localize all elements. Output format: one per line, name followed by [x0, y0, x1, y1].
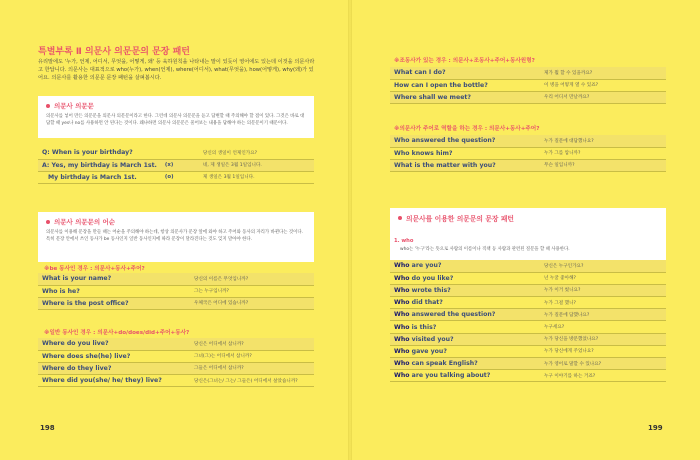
bullet-icon — [398, 216, 402, 220]
example-korean: 그는 누구입니까? — [190, 285, 314, 297]
section-heading — [46, 217, 306, 226]
table-row — [38, 159, 314, 171]
question-rest: did that? — [409, 299, 443, 307]
subsection-text-who: who는 '누구'라는 뜻으로 사람의 이름이나 직책 등 사람과 관련된 질문을 할 때 사용한다. — [400, 247, 570, 252]
question-rest: wrote this? — [409, 286, 451, 294]
example-korean: 당신의 생일이 언제인가요? — [199, 147, 314, 159]
correctness-mark: (x) — [161, 159, 199, 171]
example-korean: 이 병을 어떻게 열 수 있죠? — [540, 79, 666, 91]
table-row — [390, 272, 666, 284]
example-korean: 누가 질문에 대답했나요? — [540, 135, 666, 147]
example-korean: 무슨 일입니까? — [540, 159, 666, 171]
example-english: Where do they live? — [38, 362, 190, 374]
example-korean: 누가 그걸 했니? — [540, 297, 666, 309]
example-korean: 넌 누굴 좋아해? — [540, 272, 666, 284]
question-word: Who — [394, 311, 410, 319]
example-korean: 제 생일은 3월 1일입니다. — [199, 171, 314, 183]
example-english: A: Yes, my birthday is March 1st. — [38, 159, 161, 171]
example-korean: 그들은 어디에서 삽니까? — [190, 362, 314, 374]
table-row — [38, 273, 314, 285]
example-english — [390, 345, 540, 357]
question-word: Who — [394, 274, 410, 282]
section-heading — [398, 213, 658, 223]
table-row — [390, 159, 666, 171]
question-word: Who — [394, 372, 410, 380]
example-korean: 당신의 이름은 무엇입니까? — [190, 273, 314, 285]
example-korean: 우리 어디서 만날까요? — [540, 91, 666, 103]
example-english: Where do you live? — [38, 338, 190, 350]
section-text: 의문사를 넣어 만든 의문문을 의문사 의문문이라고 한다. 그런데 의문사 의문문을 듣고 답변할 때 주의해야 할 점이 있다. 그것은 바로 대답할 때 yes나 no를 사용하면 안 된다는 것이다. 왜냐하면 의문사 의문문은 물어보는 내용을 답해야 하는 의문문이기 때문이다. — [46, 114, 305, 126]
table-row — [390, 321, 666, 333]
rule-auxiliary: ※조동사가 있는 경우 : 의문사+조동사+주어+동사원형? — [394, 58, 535, 64]
example-korean: 당신은(그녀는/ 그는/ 그들은) 어디에서 살았습니까? — [190, 375, 314, 387]
example-english — [390, 321, 540, 333]
example-english — [390, 370, 540, 382]
example-table-who — [390, 260, 666, 382]
correctness-mark — [161, 147, 199, 159]
example-korean: 네, 제 생일은 3월 1일입니다. — [199, 159, 314, 171]
table-row — [38, 350, 314, 362]
example-english: Where is the post office? — [38, 297, 190, 309]
right-page — [350, 0, 700, 460]
table-row — [390, 345, 666, 357]
section-heading — [46, 101, 306, 110]
example-english: How can I open the bottle? — [390, 79, 540, 91]
example-english: Q: When is your birthday? — [38, 147, 161, 159]
example-english: Who answered the question? — [390, 135, 540, 147]
rule-general-verb: ※일반 동사인 경우 : 의문사+do/does/did+주어+동사? — [44, 330, 190, 336]
example-english: What is your name? — [38, 273, 190, 285]
rule-be-verb: ※be 동사인 경우 : 의문사+동사+주어? — [44, 266, 145, 272]
table-row — [390, 135, 666, 147]
section-box-question — [38, 96, 314, 138]
question-rest: do you like? — [409, 274, 454, 282]
example-english: Where did you(she/ he/ they) live? — [38, 375, 190, 387]
example-english: What can I do? — [390, 67, 540, 79]
section-heading-text: 의문사 의문문 — [54, 102, 94, 110]
page-title: 특별부록 Ⅱ 의문사 의문문의 문장 패턴 — [38, 47, 191, 57]
example-english — [390, 358, 540, 370]
page-number: 199 — [648, 424, 663, 432]
example-korean: 누가 질문에 답했나요? — [540, 309, 666, 321]
page-number: 198 — [40, 424, 55, 432]
example-table-be — [38, 273, 314, 310]
question-rest: are you? — [409, 262, 442, 270]
example-korean: 누가 당신을 방문했었나요? — [540, 333, 666, 345]
table-row — [38, 171, 314, 183]
example-korean: 누가 이거 썼니요? — [540, 284, 666, 296]
example-english — [390, 272, 540, 284]
example-english: Where does she(he) live? — [38, 350, 190, 362]
table-row — [38, 362, 314, 374]
section-heading-text: 의문사 의문문의 어순 — [54, 218, 116, 226]
intro-paragraph: 유리말에도 '누가, 언제, 어디서, 무엇을, 어떻게, 왜' 등 육하원칙을 나타내는 말이 있듯이 영어에도 있는데 이것을 의문사라고 한답니다. 의문사는 대표적으로 who(누가), when(언제), where(어디서), what(무엇을), how(어떻게), why(왜)가 있어요. 의문사를 활용한 의문문 문장 패턴을 살펴봅시다. — [38, 59, 315, 81]
example-table-birthday — [38, 147, 314, 184]
question-word: Who — [394, 347, 410, 355]
question-word: Who — [394, 335, 410, 343]
section-heading-text: 의문사를 이용한 의문문의 문장 패턴 — [406, 215, 514, 223]
subsection-heading-who: 1. who — [394, 238, 414, 244]
example-korean: 그녀(그)는 어디에서 삽니까? — [190, 350, 314, 362]
table-row — [390, 147, 666, 159]
example-korean: 누구세요? — [540, 321, 666, 333]
rule-subject: ※의문사가 주어로 역할을 하는 경우 : 의문사+동사+주어? — [394, 126, 540, 132]
example-english: Who is he? — [38, 285, 190, 297]
question-rest: is this? — [409, 323, 437, 331]
table-row — [38, 297, 314, 309]
example-korean: 당신은 어디에서 삽니까? — [190, 338, 314, 350]
question-word: Who — [394, 360, 410, 368]
example-english — [390, 309, 540, 321]
example-english: Who knows him? — [390, 147, 540, 159]
section-box-word-order — [38, 212, 314, 262]
table-row — [390, 284, 666, 296]
example-english: My birthday is March 1st. — [38, 171, 161, 183]
example-english — [390, 260, 540, 272]
example-korean: 우체국은 어디에 있습니까? — [190, 297, 314, 309]
section-box-patterns — [390, 208, 666, 264]
table-row — [390, 297, 666, 309]
table-row — [38, 147, 314, 159]
example-korean: 제가 뭘 할 수 있을까요? — [540, 67, 666, 79]
section-text: 의문사를 이용해 문장을 만들 때는 어순을 주의해야 하는데, 항상 의문사가 문장 앞에 와야 하고 주어와 동사의 자리가 바뀐다는 것이다. 특히 문장 안에서 쓰인 동사가 be 동사인지 일반 동사인지에 따라 문장이 달라진다는 것도 잊지 말아야 한다. — [46, 230, 303, 242]
question-word: Who — [394, 286, 410, 294]
table-row — [38, 375, 314, 387]
table-row — [390, 370, 666, 382]
question-word: Who — [394, 323, 410, 331]
bullet-icon — [46, 104, 50, 108]
table-row — [390, 79, 666, 91]
question-word: Who — [394, 262, 410, 270]
table-row — [390, 67, 666, 79]
example-english — [390, 297, 540, 309]
question-rest: gave you? — [409, 347, 447, 355]
example-english — [390, 284, 540, 296]
question-rest: are you talking about? — [409, 372, 491, 380]
question-rest: can speak English? — [409, 360, 478, 368]
question-word: Who — [394, 299, 410, 307]
example-korean: 누가 영어로 말할 수 있나요? — [540, 358, 666, 370]
bullet-icon — [46, 220, 50, 224]
correctness-mark: (o) — [161, 171, 199, 183]
example-korean: 누가 당신에게 주었나요? — [540, 345, 666, 357]
table-row — [38, 285, 314, 297]
table-row — [390, 91, 666, 103]
question-rest: visited you? — [409, 335, 454, 343]
example-korean: 누구 이야기를 하는 거죠? — [540, 370, 666, 382]
example-english — [390, 333, 540, 345]
example-korean: 당신은 누구인가요? — [540, 260, 666, 272]
example-korean: 누가 그를 압니까? — [540, 147, 666, 159]
example-table-do — [38, 338, 314, 387]
example-table-aux — [390, 67, 666, 104]
table-row — [390, 333, 666, 345]
example-english: Where shall we meet? — [390, 91, 540, 103]
table-row — [390, 309, 666, 321]
table-row — [390, 358, 666, 370]
table-row — [390, 260, 666, 272]
example-english: What is the matter with you? — [390, 159, 540, 171]
question-rest: answered the question? — [409, 311, 496, 319]
table-row — [38, 338, 314, 350]
example-table-subject — [390, 135, 666, 172]
